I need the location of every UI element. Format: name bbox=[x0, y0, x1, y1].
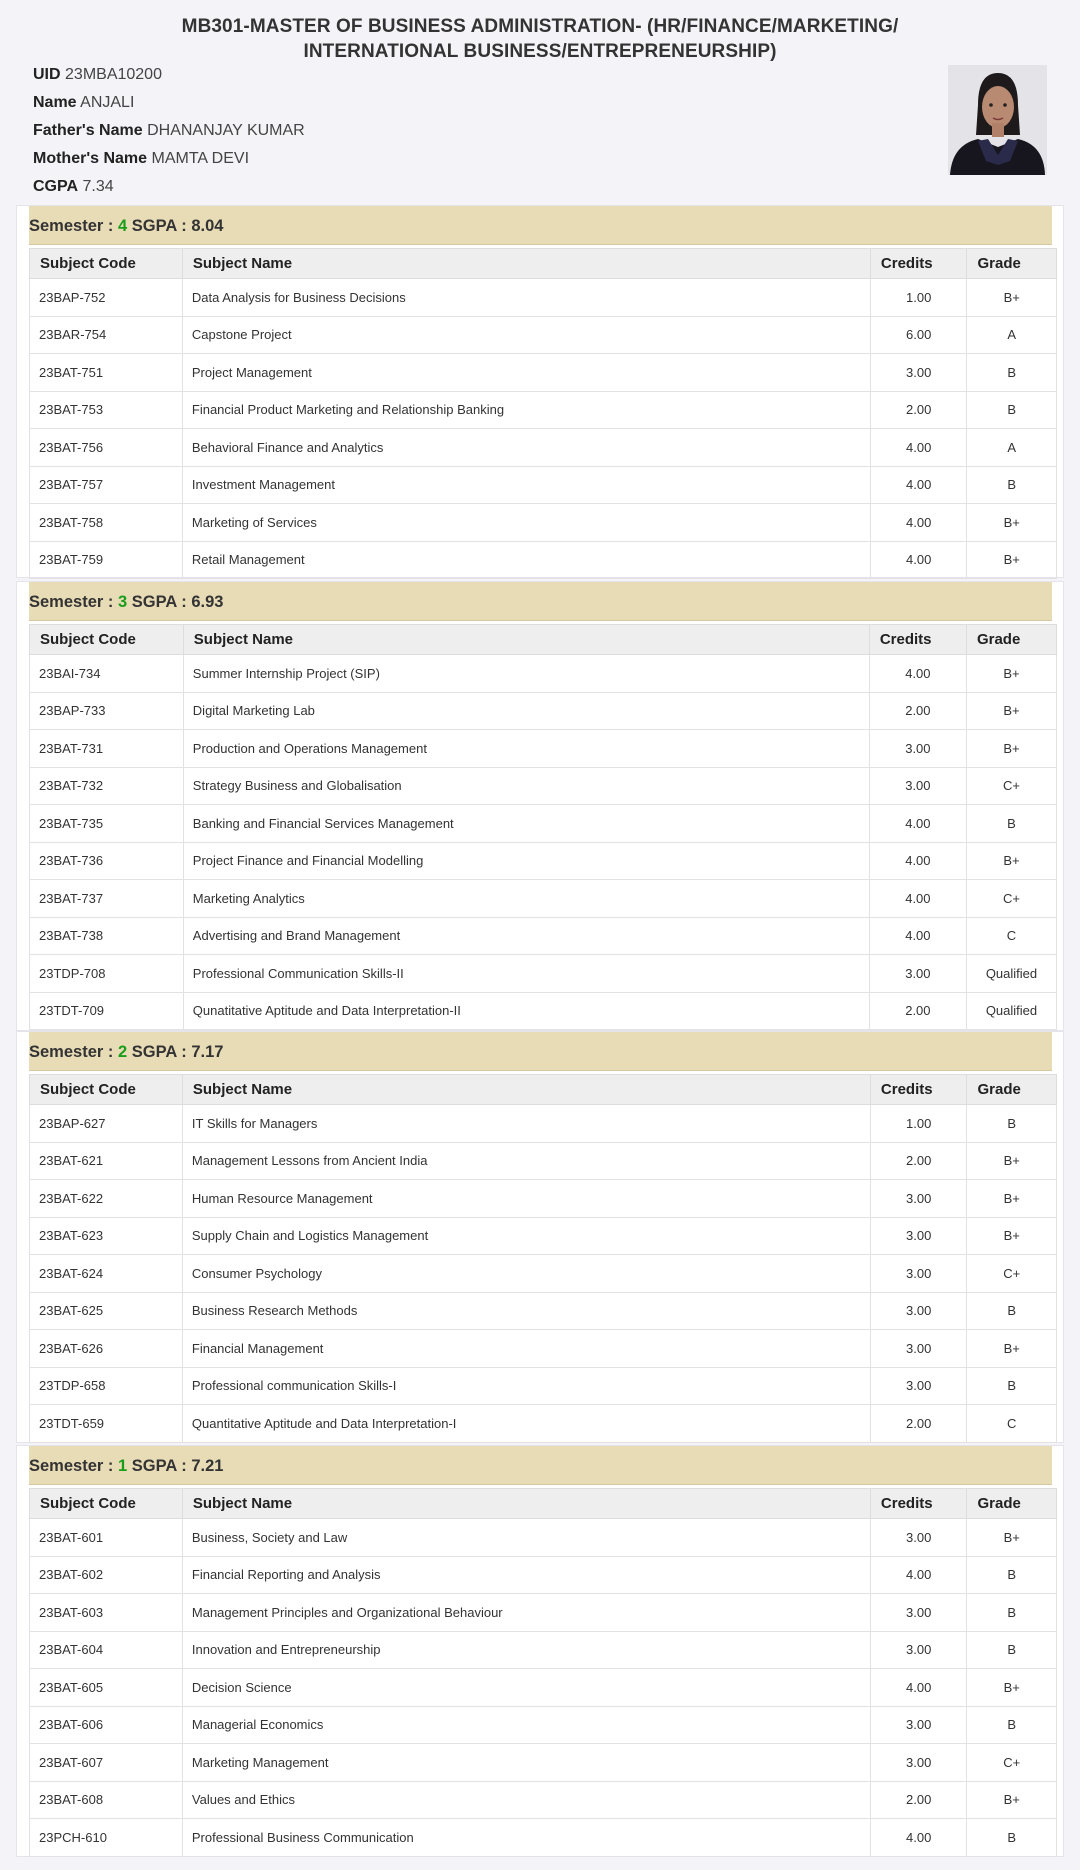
sgpa-value: 8.04 bbox=[191, 217, 224, 235]
name-value: ANJALI bbox=[80, 94, 135, 111]
father-label: Father's Name bbox=[33, 122, 143, 139]
semester-header bbox=[29, 1446, 1052, 1485]
subject-name: Capstone Project bbox=[182, 316, 870, 354]
subject-name: Business, Society and Law bbox=[182, 1519, 870, 1557]
subject-code: 23BAT-622 bbox=[30, 1180, 183, 1218]
subject-grade: B+ bbox=[966, 692, 1056, 730]
subject-credits: 3.00 bbox=[870, 1217, 967, 1255]
table-row bbox=[30, 1631, 1057, 1669]
subject-credits: 4.00 bbox=[870, 504, 967, 542]
subject-name: Project Management bbox=[182, 354, 870, 392]
father-row bbox=[33, 120, 305, 148]
subject-name: Quantitative Aptitude and Data Interpretation-I bbox=[182, 1405, 870, 1443]
table-row bbox=[30, 1105, 1057, 1143]
subject-grade: A bbox=[967, 429, 1057, 467]
subject-credits: 4.00 bbox=[869, 805, 966, 843]
subject-code: 23BAT-606 bbox=[30, 1706, 183, 1744]
col-subject-name: Subject Name bbox=[183, 625, 869, 655]
subject-name: Decision Science bbox=[182, 1669, 870, 1707]
subject-name: Marketing of Services bbox=[182, 504, 870, 542]
col-subject-code: Subject Code bbox=[30, 625, 184, 655]
subject-credits: 3.00 bbox=[870, 1367, 967, 1405]
subject-credits: 3.00 bbox=[869, 730, 966, 768]
subject-credits: 4.00 bbox=[870, 1556, 967, 1594]
subject-credits: 6.00 bbox=[870, 316, 967, 354]
subject-credits: 3.00 bbox=[870, 1330, 967, 1368]
table-row bbox=[30, 1255, 1057, 1293]
col-grade: Grade bbox=[967, 1489, 1057, 1519]
subject-credits: 4.00 bbox=[870, 429, 967, 467]
subject-grade: C+ bbox=[967, 1744, 1057, 1782]
subject-code: 23BAT-601 bbox=[30, 1519, 183, 1557]
uid-value: 23MBA10200 bbox=[65, 66, 162, 83]
sgpa-value: 6.93 bbox=[191, 593, 224, 611]
subject-name: Investment Management bbox=[182, 466, 870, 504]
semester-number: 3 bbox=[117, 593, 128, 611]
table-header-row bbox=[30, 1489, 1057, 1519]
student-photo bbox=[948, 65, 1047, 175]
table-row bbox=[30, 1594, 1057, 1632]
subject-name: Banking and Financial Services Management bbox=[183, 805, 869, 843]
subject-credits: 2.00 bbox=[870, 1781, 967, 1819]
subject-name: Values and Ethics bbox=[182, 1781, 870, 1819]
subject-name: Marketing Management bbox=[182, 1744, 870, 1782]
subjects-table bbox=[29, 248, 1057, 579]
col-grade: Grade bbox=[966, 625, 1056, 655]
table-row bbox=[30, 805, 1057, 843]
subject-name: Financial Reporting and Analysis bbox=[182, 1556, 870, 1594]
student-info bbox=[33, 64, 305, 204]
subject-code: 23BAP-733 bbox=[30, 692, 184, 730]
subject-credits: 4.00 bbox=[869, 917, 966, 955]
subject-code: 23BAT-735 bbox=[30, 805, 184, 843]
subject-code: 23BAI-734 bbox=[30, 655, 184, 693]
name-row bbox=[33, 92, 305, 120]
page-title: MB301-MASTER OF BUSINESS ADMINISTRATION- (HR/FINANCE/MARKETING/ INTERNATIONAL BUSINESS/ENTREPRENEURSHIP) bbox=[181, 16, 899, 62]
table-row bbox=[30, 1669, 1057, 1707]
subject-grade: B bbox=[967, 1819, 1057, 1857]
subjects-table bbox=[29, 1074, 1057, 1443]
subject-code: 23BAR-754 bbox=[30, 316, 183, 354]
table-row bbox=[30, 541, 1057, 579]
col-grade: Grade bbox=[967, 1075, 1057, 1105]
semester-panel bbox=[16, 1445, 1064, 1857]
table-row bbox=[30, 1556, 1057, 1594]
subject-credits: 2.00 bbox=[869, 992, 966, 1030]
subject-code: 23BAT-737 bbox=[30, 880, 184, 918]
subject-code: 23TDT-659 bbox=[30, 1405, 183, 1443]
subject-grade: B+ bbox=[967, 1330, 1057, 1368]
subject-grade: B+ bbox=[966, 655, 1056, 693]
table-row bbox=[30, 354, 1057, 392]
col-subject-code: Subject Code bbox=[30, 1489, 183, 1519]
table-row bbox=[30, 1744, 1057, 1782]
subject-code: 23TDP-708 bbox=[30, 955, 184, 993]
subject-code: 23BAT-756 bbox=[30, 429, 183, 467]
subject-grade: B+ bbox=[967, 279, 1057, 317]
subject-name: Business Research Methods bbox=[182, 1292, 870, 1330]
subject-code: 23TDT-709 bbox=[30, 992, 184, 1030]
subject-grade: B bbox=[967, 1105, 1057, 1143]
table-row bbox=[30, 1180, 1057, 1218]
subject-grade: C+ bbox=[967, 1255, 1057, 1293]
subject-name: Consumer Psychology bbox=[182, 1255, 870, 1293]
subject-code: 23PCH-610 bbox=[30, 1819, 183, 1857]
subject-grade: B bbox=[967, 1594, 1057, 1632]
subject-grade: B bbox=[967, 354, 1057, 392]
name-label: Name bbox=[33, 94, 77, 111]
table-row bbox=[30, 391, 1057, 429]
table-row bbox=[30, 955, 1057, 993]
subject-grade: Qualified bbox=[966, 955, 1056, 993]
subject-name: Behavioral Finance and Analytics bbox=[182, 429, 870, 467]
col-credits: Credits bbox=[870, 249, 967, 279]
subject-grade: B bbox=[967, 1556, 1057, 1594]
subject-code: 23BAT-753 bbox=[30, 391, 183, 429]
subject-code: 23BAT-736 bbox=[30, 842, 184, 880]
subject-code: 23BAT-757 bbox=[30, 466, 183, 504]
subject-credits: 3.00 bbox=[870, 1255, 967, 1293]
table-row bbox=[30, 767, 1057, 805]
subject-name: Management Principles and Organizational Behaviour bbox=[182, 1594, 870, 1632]
subject-credits: 4.00 bbox=[869, 842, 966, 880]
subject-code: 23BAT-625 bbox=[30, 1292, 183, 1330]
subject-name: IT Skills for Managers bbox=[182, 1105, 870, 1143]
subject-credits: 4.00 bbox=[870, 1819, 967, 1857]
subject-credits: 3.00 bbox=[869, 767, 966, 805]
subject-grade: B+ bbox=[967, 1519, 1057, 1557]
sgpa-label: SGPA : bbox=[127, 1043, 192, 1061]
subject-name: Digital Marketing Lab bbox=[183, 692, 869, 730]
col-credits: Credits bbox=[870, 1489, 967, 1519]
subject-credits: 1.00 bbox=[870, 1105, 967, 1143]
cgpa-row bbox=[33, 176, 305, 204]
subjects-table bbox=[29, 624, 1057, 1030]
table-row bbox=[30, 655, 1057, 693]
table-row bbox=[30, 917, 1057, 955]
semester-header bbox=[29, 582, 1052, 621]
table-row bbox=[30, 1781, 1057, 1819]
semester-label: Semester : bbox=[29, 217, 118, 235]
subject-credits: 4.00 bbox=[870, 1669, 967, 1707]
subject-name: Production and Operations Management bbox=[183, 730, 869, 768]
subject-name: Financial Product Marketing and Relationship Banking bbox=[182, 391, 870, 429]
table-row bbox=[30, 504, 1057, 542]
sgpa-label: SGPA : bbox=[127, 1457, 192, 1475]
sgpa-value: 7.17 bbox=[191, 1043, 224, 1061]
table-row bbox=[30, 1367, 1057, 1405]
semester-panel bbox=[16, 581, 1064, 1031]
subject-credits: 3.00 bbox=[870, 1744, 967, 1782]
subject-name: Innovation and Entrepreneurship bbox=[182, 1631, 870, 1669]
mother-row bbox=[33, 148, 305, 176]
table-row bbox=[30, 1330, 1057, 1368]
subject-code: 23BAT-605 bbox=[30, 1669, 183, 1707]
subject-credits: 2.00 bbox=[869, 692, 966, 730]
subject-code: 23TDP-658 bbox=[30, 1367, 183, 1405]
table-header-row bbox=[30, 625, 1057, 655]
subject-name: Managerial Economics bbox=[182, 1706, 870, 1744]
table-row bbox=[30, 1405, 1057, 1443]
table-row bbox=[30, 992, 1057, 1030]
subject-name: Professional Communication Skills-II bbox=[183, 955, 869, 993]
subject-code: 23BAT-731 bbox=[30, 730, 184, 768]
table-row bbox=[30, 1292, 1057, 1330]
subject-name: Summer Internship Project (SIP) bbox=[183, 655, 869, 693]
subject-code: 23BAT-621 bbox=[30, 1142, 183, 1180]
subject-code: 23BAT-738 bbox=[30, 917, 184, 955]
subject-grade: B bbox=[967, 391, 1057, 429]
subject-grade: B+ bbox=[967, 1669, 1057, 1707]
table-row bbox=[30, 1706, 1057, 1744]
subject-credits: 4.00 bbox=[869, 655, 966, 693]
subject-grade: A bbox=[967, 316, 1057, 354]
subject-code: 23BAT-603 bbox=[30, 1594, 183, 1632]
subject-grade: C+ bbox=[966, 880, 1056, 918]
subject-grade: B bbox=[967, 1292, 1057, 1330]
subject-credits: 3.00 bbox=[870, 1180, 967, 1218]
subject-grade: B bbox=[967, 1631, 1057, 1669]
father-value: DHANANJAY KUMAR bbox=[147, 122, 305, 139]
subject-name: Retail Management bbox=[182, 541, 870, 579]
subject-grade: B bbox=[967, 466, 1057, 504]
sgpa-label: SGPA : bbox=[127, 217, 192, 235]
table-row bbox=[30, 429, 1057, 467]
table-row bbox=[30, 730, 1057, 768]
subject-code: 23BAT-732 bbox=[30, 767, 184, 805]
col-credits: Credits bbox=[869, 625, 966, 655]
subject-code: 23BAT-608 bbox=[30, 1781, 183, 1819]
subject-grade: C+ bbox=[966, 767, 1056, 805]
subject-grade: C bbox=[966, 917, 1056, 955]
cgpa-label: CGPA bbox=[33, 178, 79, 195]
mother-label: Mother's Name bbox=[33, 150, 148, 167]
mother-value: MAMTA DEVI bbox=[151, 150, 250, 167]
table-row bbox=[30, 279, 1057, 317]
subject-name: Financial Management bbox=[182, 1330, 870, 1368]
subject-grade: B+ bbox=[967, 1217, 1057, 1255]
subject-credits: 3.00 bbox=[870, 1519, 967, 1557]
semester-label: Semester : bbox=[29, 593, 118, 611]
col-subject-name: Subject Name bbox=[182, 1075, 870, 1105]
table-row bbox=[30, 692, 1057, 730]
subject-name: Data Analysis for Business Decisions bbox=[182, 279, 870, 317]
subject-grade: B bbox=[967, 1367, 1057, 1405]
sgpa-value: 7.21 bbox=[191, 1457, 224, 1475]
subject-code: 23BAT-623 bbox=[30, 1217, 183, 1255]
subject-code: 23BAT-624 bbox=[30, 1255, 183, 1293]
table-row bbox=[30, 1217, 1057, 1255]
semester-header bbox=[29, 1032, 1052, 1071]
semester-label: Semester : bbox=[29, 1043, 118, 1061]
subject-code: 23BAT-759 bbox=[30, 541, 183, 579]
subject-code: 23BAT-604 bbox=[30, 1631, 183, 1669]
subject-code: 23BAP-627 bbox=[30, 1105, 183, 1143]
subject-code: 23BAT-758 bbox=[30, 504, 183, 542]
subject-credits: 2.00 bbox=[870, 1142, 967, 1180]
subject-credits: 3.00 bbox=[870, 1631, 967, 1669]
subject-grade: C bbox=[967, 1405, 1057, 1443]
subject-credits: 4.00 bbox=[869, 880, 966, 918]
subject-grade: B bbox=[966, 805, 1056, 843]
subject-credits: 3.00 bbox=[869, 955, 966, 993]
subject-name: Professional communication Skills-I bbox=[182, 1367, 870, 1405]
subject-name: Qunatitative Aptitude and Data Interpretation-II bbox=[183, 992, 869, 1030]
semester-panel bbox=[16, 205, 1064, 578]
subject-credits: 3.00 bbox=[870, 1594, 967, 1632]
table-row bbox=[30, 880, 1057, 918]
subject-name: Strategy Business and Globalisation bbox=[183, 767, 869, 805]
col-subject-name: Subject Name bbox=[182, 1489, 870, 1519]
col-subject-code: Subject Code bbox=[30, 249, 183, 279]
subject-code: 23BAT-626 bbox=[30, 1330, 183, 1368]
table-row bbox=[30, 1819, 1057, 1857]
cgpa-value: 7.34 bbox=[82, 178, 114, 195]
subject-grade: Qualified bbox=[966, 992, 1056, 1030]
subject-name: Supply Chain and Logistics Management bbox=[182, 1217, 870, 1255]
subject-credits: 1.00 bbox=[870, 279, 967, 317]
col-credits: Credits bbox=[870, 1075, 967, 1105]
subject-name: Advertising and Brand Management bbox=[183, 917, 869, 955]
subject-grade: B+ bbox=[967, 541, 1057, 579]
table-row bbox=[30, 1519, 1057, 1557]
subject-credits: 3.00 bbox=[870, 354, 967, 392]
subject-code: 23BAT-602 bbox=[30, 1556, 183, 1594]
semester-number: 2 bbox=[117, 1043, 128, 1061]
subject-name: Marketing Analytics bbox=[183, 880, 869, 918]
subject-name: Project Finance and Financial Modelling bbox=[183, 842, 869, 880]
subject-credits: 2.00 bbox=[870, 1405, 967, 1443]
subject-name: Human Resource Management bbox=[182, 1180, 870, 1218]
subject-code: 23BAT-751 bbox=[30, 354, 183, 392]
table-row bbox=[30, 1142, 1057, 1180]
sgpa-label: SGPA : bbox=[127, 593, 192, 611]
subject-grade: B+ bbox=[967, 1180, 1057, 1218]
subject-grade: B bbox=[967, 1706, 1057, 1744]
col-subject-name: Subject Name bbox=[182, 249, 870, 279]
semester-number: 4 bbox=[117, 217, 128, 235]
subject-code: 23BAP-752 bbox=[30, 279, 183, 317]
semester-number: 1 bbox=[117, 1457, 128, 1475]
subject-code: 23BAT-607 bbox=[30, 1744, 183, 1782]
col-grade: Grade bbox=[967, 249, 1057, 279]
table-header-row bbox=[30, 249, 1057, 279]
table-row bbox=[30, 466, 1057, 504]
col-subject-code: Subject Code bbox=[30, 1075, 183, 1105]
subject-credits: 4.00 bbox=[870, 541, 967, 579]
subject-grade: B+ bbox=[967, 1781, 1057, 1819]
subject-name: Management Lessons from Ancient India bbox=[182, 1142, 870, 1180]
uid-row bbox=[33, 64, 305, 92]
uid-label: UID bbox=[33, 66, 61, 83]
subject-grade: B+ bbox=[966, 730, 1056, 768]
subject-credits: 4.00 bbox=[870, 466, 967, 504]
subject-credits: 2.00 bbox=[870, 391, 967, 429]
subject-name: Professional Business Communication bbox=[182, 1819, 870, 1857]
subject-grade: B+ bbox=[967, 1142, 1057, 1180]
subject-credits: 3.00 bbox=[870, 1706, 967, 1744]
subjects-table bbox=[29, 1488, 1057, 1857]
subject-grade: B+ bbox=[967, 504, 1057, 542]
semester-label: Semester : bbox=[29, 1457, 118, 1475]
semester-panel bbox=[16, 1031, 1064, 1443]
table-row bbox=[30, 316, 1057, 354]
subject-credits: 3.00 bbox=[870, 1292, 967, 1330]
subject-grade: B+ bbox=[966, 842, 1056, 880]
table-row bbox=[30, 842, 1057, 880]
semester-header bbox=[29, 206, 1052, 245]
table-header-row bbox=[30, 1075, 1057, 1105]
